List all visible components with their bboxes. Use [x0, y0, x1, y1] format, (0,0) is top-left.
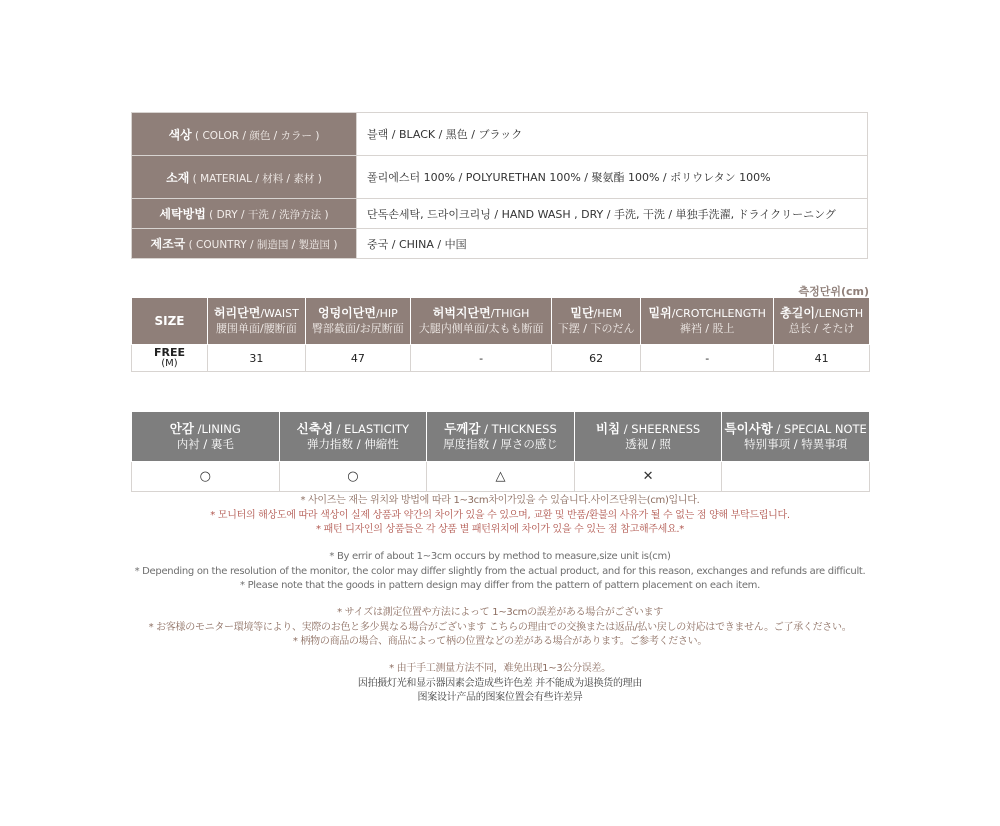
- feature-cell-lining: ○: [132, 462, 280, 492]
- size-header-hip: 엉덩이단면/HIP 臀部截面/お尻断面: [305, 298, 410, 345]
- measurement-unit-label: 측정단위(cm): [798, 285, 869, 298]
- note-line: * 모니터의 해상도에 따라 색상이 실제 상품과 약간의 차이가 있을 수 있으며, 교환 및 반품/환불의 사유가 될 수 없는 점 양해 부탁드립니다.: [210, 509, 790, 521]
- note-line: * 由于手工测量方法不同，难免出现1~3公分误差。: [389, 663, 611, 674]
- info-value-material: 폴리에스터 100% / POLYURETHAN 100% / 聚氨酯 100% / ポリウレタン 100%: [357, 156, 868, 199]
- table-row: [132, 462, 870, 492]
- note-line: 图案设计产品的图案位置会有些许差异: [417, 692, 583, 703]
- info-value-country: 중국 / CHINA / 中国: [357, 229, 868, 259]
- info-value-color: 블랙 / BLACK / 黑色 / ブラック: [357, 113, 868, 156]
- info-row-country: [132, 229, 868, 259]
- note-line: * お客様のモニター環境等により、実際のお色と多少異なる場合がございます こちらの理由での交換または返品/払い戻しの対応はできません。ご了承ください。: [148, 621, 852, 633]
- feature-cell-thickness: △: [427, 462, 575, 492]
- note-line: * Please note that the goods in pattern design may differ from the pattern of pattern placement on each item.: [240, 580, 760, 591]
- table-row: [132, 345, 870, 372]
- size-header-waist: 허리단면/WAIST 腰围单面/腰断面: [208, 298, 306, 345]
- size-header-length: 총길이/LENGTH 总长 / そたけ: [774, 298, 870, 345]
- feature-cell-elasticity: ○: [279, 462, 427, 492]
- info-label-country: 제조국 ( COUNTRY / 制造国 / 製造国 ): [132, 229, 357, 259]
- info-row-washing: [132, 199, 868, 229]
- feature-header-lining: 안감 /LINING 内衬 / 裏毛: [132, 412, 280, 462]
- feature-cell-special-note: [722, 462, 870, 492]
- notes-english: [0, 550, 1000, 594]
- info-row-color: [132, 113, 868, 156]
- notes-korean: [0, 494, 1000, 538]
- size-header-crotch: 밑위/CROTCHLENGTH 裤裆 / 股上: [641, 298, 774, 345]
- size-header-row: [132, 298, 870, 345]
- size-cell-hem: 62: [552, 345, 641, 372]
- info-label-washing: 세탁방법 ( DRY / 干洗 / 洗浄方法 ): [132, 199, 357, 229]
- note-line: * 柄物の商品の場合、商品によって柄の位置などの差がある場合があります。ご参考ください。: [292, 636, 708, 647]
- feature-header-row: [132, 412, 870, 462]
- feature-header-special-note: 특이사항 / SPECIAL NOTE 特别事项 / 特異事項: [722, 412, 870, 462]
- feature-header-thickness: 두께감 / THICKNESS 厚度指数 / 厚さの感じ: [427, 412, 575, 462]
- note-line: * Depending on the resolution of the monitor, the color may differ slightly from the actual product, and for this reason, exchanges and refunds are difficult.: [134, 565, 866, 577]
- size-header-thigh: 허벅지단면/THIGH 大腿内侧单面/太もも断面: [411, 298, 552, 345]
- note-line: * サイズは測定位置や方法によって 1~3cmの誤差がある場合がございます: [337, 607, 663, 618]
- size-table: [131, 297, 870, 372]
- feature-header-elasticity: 신축성 / ELASTICITY 弹力指数 / 伸縮性: [279, 412, 427, 462]
- info-label-color: 색상 ( COLOR / 颜色 / カラー ): [132, 113, 357, 156]
- info-value-washing: 단독손세탁, 드라이크리닝 / HAND WASH , DRY / 手洗, 干洗 / 単独手洗濯, ドライクリーニング: [357, 199, 868, 229]
- size-cell-length: 41: [774, 345, 870, 372]
- size-header-size: SIZE: [132, 298, 208, 345]
- feature-header-sheerness: 비침 / SHEERNESS 透视 / 照: [574, 412, 722, 462]
- feature-cell-sheerness: ✕: [574, 462, 722, 492]
- size-cell-waist: 31: [208, 345, 306, 372]
- note-line: 因拍摄灯光和显示器因素会造成些许色差 并不能成为退换货的理由: [357, 677, 643, 689]
- product-info-table: [131, 112, 868, 259]
- info-row-material: [132, 156, 868, 199]
- note-line: * By errir of about 1~3cm occurs by method to measure,size unit is(cm): [329, 551, 671, 562]
- note-line: * 사이즈는 재는 위치와 방법에 따라 1~3cm차이가있을 수 있습니다.사이즈단위는(cm)입니다.: [300, 495, 700, 506]
- info-label-material: 소재 ( MATERIAL / 材料 / 素材 ): [132, 156, 357, 199]
- feature-table: [131, 411, 870, 492]
- notes-japanese: [0, 606, 1000, 650]
- size-cell-free: FREE (M): [132, 345, 208, 372]
- size-cell-hip: 47: [305, 345, 410, 372]
- size-header-hem: 밑단/HEM 下摆 / 下のだん: [552, 298, 641, 345]
- size-cell-thigh: -: [411, 345, 552, 372]
- notes-chinese: [0, 662, 1000, 706]
- size-cell-crotch: -: [641, 345, 774, 372]
- note-line: * 패턴 디자인의 상품들은 각 상품 별 패턴위치에 차이가 있을 수 있는 점 참고해주세요.*: [316, 524, 684, 535]
